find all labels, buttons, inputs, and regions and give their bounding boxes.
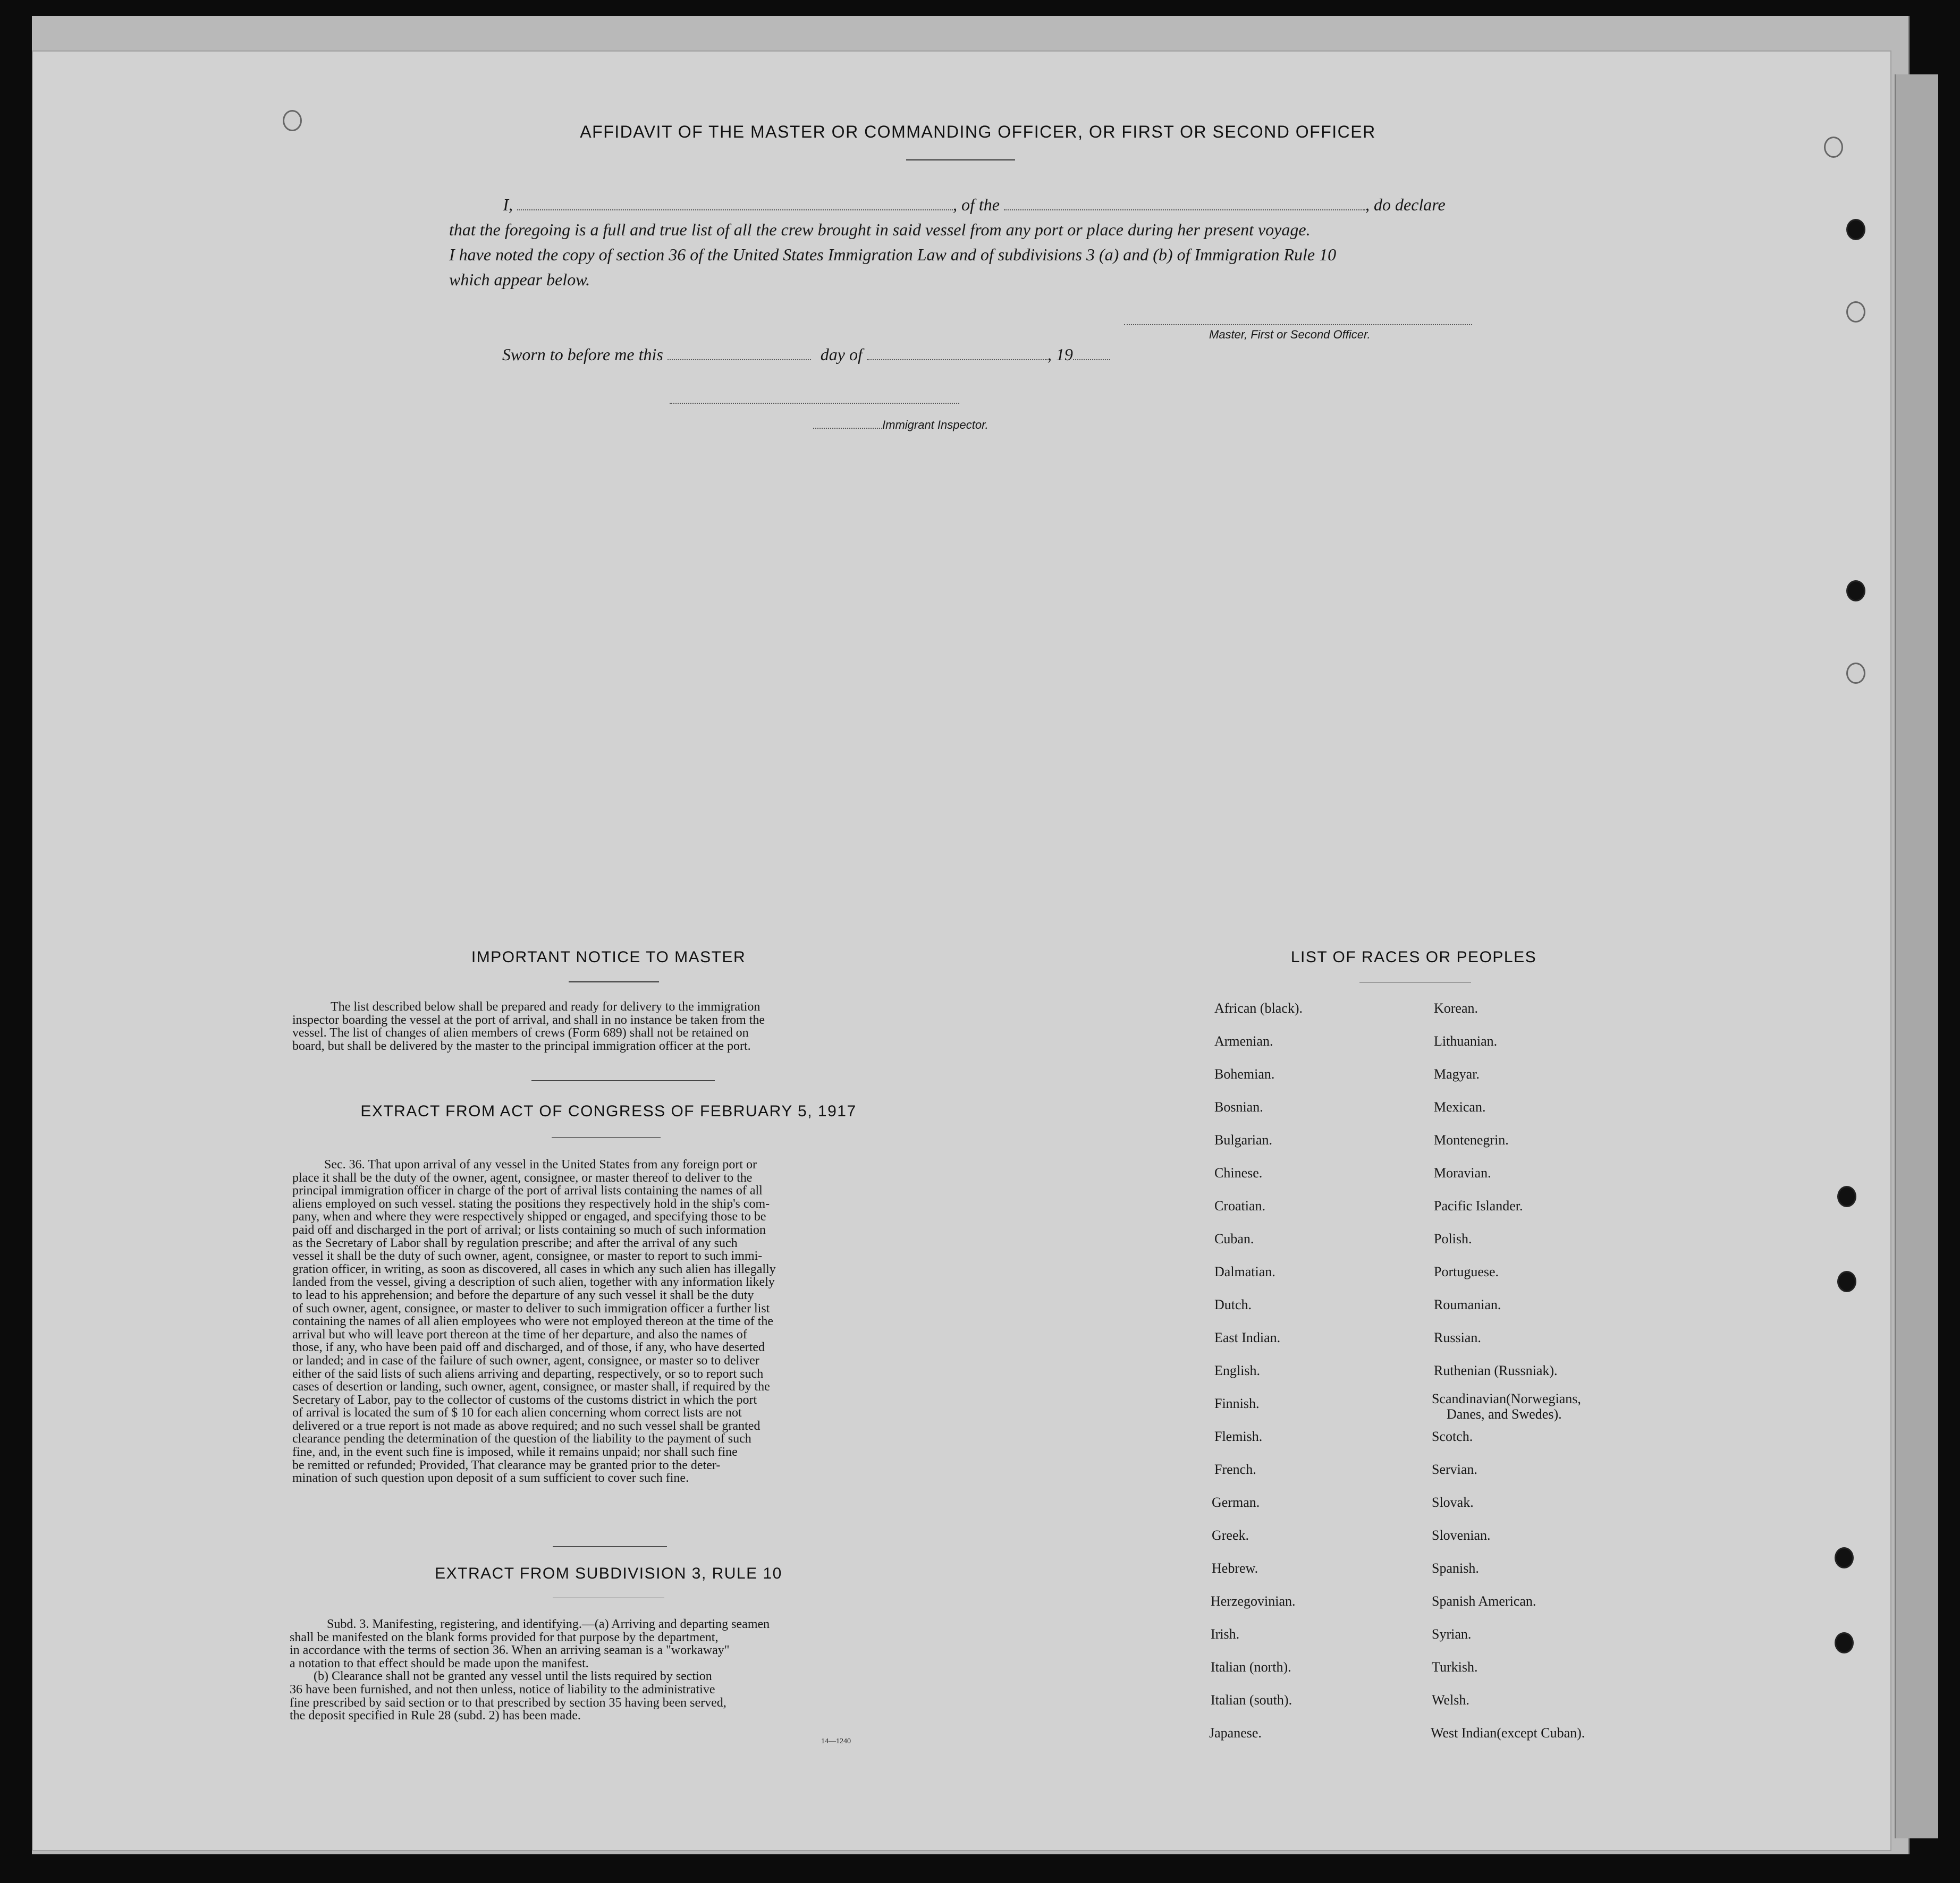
race-item: Italian (north). [1211,1659,1291,1675]
act-line: clearance pending the determination of the question of the liability to the payment of such [292,1432,751,1446]
act-line: mination of such question upon deposit of a sum sufficient to cover such fine. [292,1471,689,1486]
side-page-edge [1895,74,1938,1838]
race-item: East Indian. [1214,1330,1281,1345]
act-rule [552,1137,661,1138]
race-item: Spanish. [1432,1560,1479,1576]
act-line: or landed; and in case of the failure of such owner, agent, consignee, or master so to deliver [292,1353,759,1368]
sworn-month-blank[interactable] [867,356,1047,360]
name-blank[interactable] [517,206,953,210]
notice-line: The list described below shall be prepared and ready for delivery to the immigration [331,1000,761,1014]
act-line: containing the names of all alien employees who were not employed thereon at the time of the [292,1314,774,1329]
act-line: of arrival is located the sum of $ 10 for each alien concerning whom correct lists are not [292,1406,742,1420]
race-item: French. [1214,1462,1256,1477]
rule-line: 36 have been furnished, and not then unless, notice of liability to the administrative [290,1682,715,1697]
act-line: of such owner, agent, consignee, or master to deliver to such immigration officer a further list [292,1301,770,1316]
act-line: gration officer, in writing, as soon as discovered, all cases in which any such alien has illegally [292,1262,776,1276]
notice-line: inspector boarding the vessel at the port of arrival, and shall in no instance be taken from the [292,1013,765,1027]
rule-extract-heading: EXTRACT FROM SUBDIVISION 3, RULE 10 [435,1565,782,1582]
affidavit-line2: that the foregoing is a full and true list of all the crew brought in said vessel from any port or place during her present voyage. [449,220,1311,239]
act-line: pany, when and where they were respectively shipped or engaged, and specifying those to be [292,1210,766,1224]
inspector-dotted-lead [813,426,882,429]
race-item: West Indian(except Cuban). [1431,1725,1585,1741]
rule-line: Subd. 3. Manifesting, registering, and identifying.—(a) Arriving and departing seamen [327,1617,770,1631]
inspector-signature-line [813,418,989,432]
punch-hole [1837,1271,1856,1292]
act-line: aliens employed on such vessel. stating the positions they respectively hold in the ship's com- [292,1197,770,1211]
race-item: Herzegovinian. [1211,1593,1296,1609]
race-item: Slovak. [1432,1495,1474,1510]
affidavit-declare-label: , do declare [1365,195,1446,214]
race-item: Spanish American. [1432,1593,1536,1609]
act-line: vessel it shall be the duty of such owner, agent, consignee, or master to report to such immi- [292,1249,763,1263]
race-item: Croatian. [1214,1198,1266,1214]
race-item: Bosnian. [1214,1099,1263,1115]
act-line: cases of desertion or landing, such owner, agent, consignee, or master shall, if required by the [292,1380,770,1394]
act-line: Secretary of Labor, pay to the collector of customs of the customs district in which the port [292,1393,757,1407]
rule-line: fine prescribed by said section or to that prescribed by section 35 having been served, [290,1695,726,1710]
race-item: Hebrew. [1212,1560,1258,1576]
day-of-label: day of [820,345,863,364]
notice-line: vessel. The list of changes of alien members of crews (Form 689) shall not be retained on [292,1026,749,1040]
affidavit-i-label: I, [503,195,513,214]
race-item: English. [1214,1363,1260,1378]
sworn-year-blank[interactable] [1073,356,1110,360]
punch-hole [1846,219,1865,240]
notice-line: board, but shall be delivered by the master to the principal immigration officer at the port. [292,1039,751,1053]
notice-heading: IMPORTANT NOTICE TO MASTER [471,948,746,966]
race-item: Bohemian. [1214,1066,1275,1082]
race-item: Turkish. [1432,1659,1478,1675]
race-item: Servian. [1432,1462,1477,1477]
race-item: Magyar. [1434,1066,1480,1082]
affidavit-statement [449,192,1491,292]
race-item: Scotch. [1432,1429,1473,1444]
section-divider [531,1080,715,1081]
race-item: Armenian. [1214,1033,1273,1049]
act-line: delivered or a true report is not made as above required; and no such vessel shall be granted [292,1419,761,1433]
affidavit-of-label: , of the [953,195,1000,214]
race-item: Lithuanian. [1434,1033,1498,1049]
race-item: Montenegrin. [1434,1132,1509,1148]
race-item: Bulgarian. [1214,1132,1273,1148]
race-item: Pacific Islander. [1434,1198,1523,1214]
race-item: Moravian. [1434,1165,1491,1181]
punch-hole [1846,663,1865,684]
sworn-day-blank[interactable] [668,356,811,360]
act-line: either of the said lists of such aliens arriving and departing, respectively, or so to report such [292,1367,764,1381]
act-line: paid off and discharged in the port of arrival; or lists containing so much of such information [292,1223,766,1237]
act-extract-text [292,1158,919,1485]
race-item: Flemish. [1214,1429,1263,1444]
inspector-signature-blank[interactable] [670,400,959,404]
punch-hole [1835,1632,1854,1653]
inspector-label: Immigrant Inspector. [882,418,989,431]
race-item: Irish. [1211,1626,1240,1642]
race-item: Scandinavian(Norwegians, [1432,1391,1581,1406]
act-line: arrival but who will leave port thereon at the time of her departure, and also the names of [292,1327,747,1342]
punch-hole [1824,137,1843,158]
heading-rule [906,159,1015,160]
rule-line: shall be manifested on the blank forms provided for that purpose by the department, [290,1630,719,1644]
race-item: Slovenian. [1432,1528,1491,1543]
sworn-line [502,342,1110,367]
race-item: Roumanian. [1434,1297,1501,1312]
races-heading: LIST OF RACES OR PEOPLES [1290,948,1537,966]
race-item: Chinese. [1214,1165,1263,1181]
race-item: Portuguese. [1434,1264,1499,1279]
race-item: Welsh. [1432,1692,1469,1708]
race-item: Ruthenian (Russniak). [1434,1363,1558,1378]
rule-line: a notation to that effect should be made upon the manifest. [290,1656,589,1670]
act-line: Sec. 36. That upon arrival of any vessel in the United States from any foreign port or [324,1158,757,1172]
sworn-label: Sworn to before me this [502,345,663,364]
act-line: landed from the vessel, giving a description of such alien, together with any information likely [292,1275,775,1290]
punch-hole [1846,301,1865,323]
year-prefix-label: , 19 [1047,345,1073,364]
master-signature-label: Master, First or Second Officer. [1209,328,1371,341]
race-item: Syrian. [1432,1626,1472,1642]
race-item: Korean. [1434,1000,1479,1016]
punch-hole [1846,580,1865,601]
race-item: Mexican. [1434,1099,1486,1115]
act-line: fine, and, in the event such fine is imposed, while it remains unpaid; nor shall such fine [292,1445,738,1460]
affidavit-heading: AFFIDAVIT OF THE MASTER OR COMMANDING OFFICER, OR FIRST OR SECOND OFFICER [580,122,1376,141]
punch-hole [1837,1186,1856,1207]
affidavit-line1 [449,192,1491,217]
rule-line: the deposit specified in Rule 28 (subd. 2) has been made. [290,1709,581,1723]
master-signature-blank[interactable] [1124,321,1472,325]
act-line: those, if any, who have been paid off and discharged, and of those, if any, who have deserted [292,1341,765,1355]
act-line: to lead to his apprehension; and before the departure of any such vessel it shall be the duty [292,1288,754,1302]
race-item: Italian (south). [1211,1692,1292,1708]
section-divider [553,1546,667,1547]
act-line: be remitted or refunded; Provided, That clearance may be granted prior to the deter- [292,1458,721,1472]
rule-extract-text [290,1618,919,1723]
race-item: Dutch. [1214,1297,1252,1312]
form-number: 14—1240 [821,1737,851,1745]
rule-line: (b) Clearance shall not be granted any vessel until the lists required by section [314,1669,712,1684]
race-item: African (black). [1214,1000,1303,1016]
race-item: Polish. [1434,1231,1472,1246]
rule-line: in accordance with the terms of section 36. When an arriving seaman is a "workaway" [290,1643,730,1658]
race-item: Finnish. [1214,1396,1260,1411]
affidavit-line3: I have noted the copy of section 36 of the United States Immigration Law and of subdivisions 3 (a) and (b) of Immigration Rule 10 [449,245,1337,264]
act-line: as the Secretary of Labor shall by regulation prescribe; and after the arrival of any such [292,1236,738,1250]
race-item: Cuban. [1214,1231,1254,1246]
race-item: Greek. [1212,1528,1249,1543]
vessel-blank[interactable] [1004,206,1365,210]
affidavit-line4: which appear below. [449,270,590,289]
race-item: Japanese. [1209,1725,1262,1741]
punch-hole [1835,1547,1854,1568]
race-item: German. [1212,1495,1260,1510]
race-item: Russian. [1434,1330,1481,1345]
punch-hole [283,110,302,131]
race-item: Dalmatian. [1214,1264,1275,1279]
act-extract-heading: EXTRACT FROM ACT OF CONGRESS OF FEBRUARY 5, 1917 [360,1102,857,1120]
notice-rule [569,981,659,982]
act-line: principal immigration officer in charge of the port of arrival lists containing the names of all [292,1184,763,1198]
notice-text [292,1000,919,1053]
race-item-continued: Danes, and Swedes). [1447,1406,1562,1422]
act-line: place it shall be the duty of the owner, agent, consignee, or master thereof to deliver to the [292,1170,753,1185]
